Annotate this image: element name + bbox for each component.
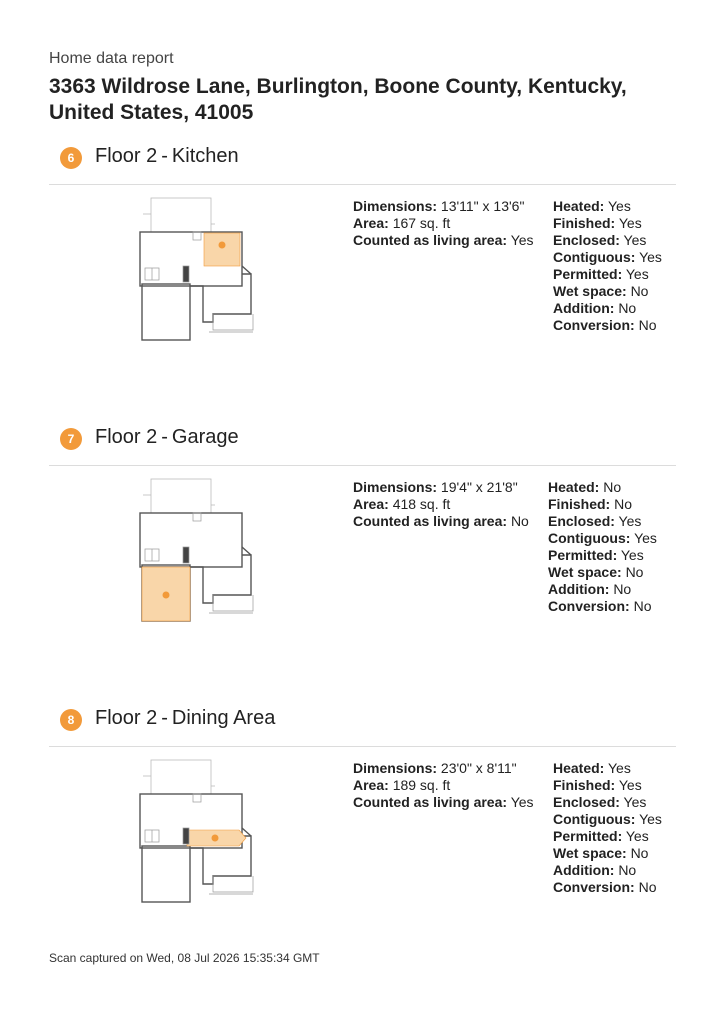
area-value: 418 sq. ft [392, 496, 451, 512]
contiguous-value: Yes [634, 530, 657, 546]
heated-label: Heated: [553, 760, 605, 776]
room-section-garage [49, 425, 676, 695]
addition-value: No [618, 862, 637, 878]
section-title: Floor 2 - Garage [95, 426, 239, 448]
wet-space-value: No [630, 283, 649, 299]
enclosed-row [548, 513, 657, 530]
wet-space-value: No [630, 845, 649, 861]
finished-row [553, 777, 662, 794]
addition-row [548, 581, 657, 598]
page-title: 3363 Wildrose Lane, Burlington, Boone County, Kentucky, United States, 41005 [49, 75, 627, 124]
section-header [49, 706, 676, 747]
room-number-badge: 6 [60, 147, 82, 169]
conversion-value: No [638, 317, 657, 333]
section-title: Floor 2 - Dining Area [95, 707, 276, 729]
addition-label: Addition: [548, 581, 610, 597]
room-name: Dining Area [171, 707, 276, 729]
conversion-value: No [633, 598, 652, 614]
dimensions-label: Dimensions: [353, 198, 438, 214]
floor-plan-thumbnail [133, 475, 263, 635]
area-value: 167 sq. ft [392, 215, 451, 231]
heated-label: Heated: [548, 479, 600, 495]
addition-value: No [618, 300, 637, 316]
wet-space-value: No [625, 564, 644, 580]
contiguous-row [548, 530, 657, 547]
conversion-value: No [638, 879, 657, 895]
room-marker [219, 242, 226, 249]
living-area-row [353, 513, 529, 530]
room-attributes [553, 760, 662, 896]
section-header [49, 425, 676, 466]
heated-label: Heated: [553, 198, 605, 214]
enclosed-label: Enclosed: [553, 794, 620, 810]
room-number-badge: 8 [60, 709, 82, 731]
floor-plan-thumbnail [133, 756, 263, 916]
living-area-row [353, 794, 534, 811]
floor-plan-thumbnail [133, 194, 263, 354]
floor-label: Floor 2 [95, 426, 158, 448]
area-value: 189 sq. ft [392, 777, 451, 793]
contiguous-value: Yes [639, 249, 662, 265]
finished-value: Yes [618, 777, 642, 793]
living-area-value: Yes [510, 232, 534, 248]
room-metrics [353, 198, 534, 249]
finished-label: Finished: [553, 215, 616, 231]
addition-label: Addition: [553, 300, 615, 316]
heated-value: Yes [608, 760, 631, 776]
scan-timestamp: Scan captured on Wed, 08 Jul 2026 15:35:34 GMT [49, 951, 320, 965]
permitted-row [548, 547, 657, 564]
enclosed-label: Enclosed: [548, 513, 615, 529]
room-number-badge: 7 [60, 428, 82, 450]
room-name: Garage [171, 426, 239, 448]
dimensions-label: Dimensions: [353, 479, 438, 495]
conversion-row [548, 598, 657, 615]
contiguous-label: Contiguous: [553, 249, 636, 265]
area-label: Area: [353, 496, 389, 512]
highlighted-room [204, 233, 240, 266]
dimensions-row [353, 479, 529, 496]
finished-label: Finished: [553, 777, 616, 793]
wet-space-label: Wet space: [553, 283, 627, 299]
conversion-label: Conversion: [553, 879, 635, 895]
area-label: Area: [353, 777, 389, 793]
conversion-row [553, 879, 662, 896]
dimensions-row [353, 198, 534, 215]
room-marker [212, 835, 219, 842]
wet-space-row [548, 564, 657, 581]
permitted-row [553, 828, 662, 845]
conversion-label: Conversion: [553, 317, 635, 333]
finished-value: Yes [618, 215, 642, 231]
heated-row [553, 198, 662, 215]
wet-space-label: Wet space: [553, 845, 627, 861]
addition-value: No [613, 581, 632, 597]
contiguous-row [553, 249, 662, 266]
floor-label: Floor 2 [95, 707, 158, 729]
heated-value: No [603, 479, 622, 495]
heated-row [548, 479, 657, 496]
conversion-label: Conversion: [548, 598, 630, 614]
room-section-kitchen [49, 144, 676, 414]
living-area-label: Counted as living area: [353, 232, 508, 248]
section-title: Floor 2 - Kitchen [95, 145, 239, 167]
contiguous-value: Yes [639, 811, 662, 827]
permitted-value: Yes [625, 828, 649, 844]
dimensions-value: 23'0" x 8'11" [440, 760, 517, 776]
floor-label: Floor 2 [95, 145, 158, 167]
permitted-label: Permitted: [553, 828, 623, 844]
room-metrics [353, 479, 529, 530]
enclosed-label: Enclosed: [553, 232, 620, 248]
enclosed-row [553, 794, 662, 811]
dimensions-row [353, 760, 534, 777]
wet-space-row [553, 283, 662, 300]
dimensions-value: 13'11" x 13'6" [440, 198, 525, 214]
enclosed-row [553, 232, 662, 249]
permitted-label: Permitted: [553, 266, 623, 282]
addition-label: Addition: [553, 862, 615, 878]
finished-row [548, 496, 657, 513]
contiguous-label: Contiguous: [553, 811, 636, 827]
heated-value: Yes [608, 198, 631, 214]
permitted-row [553, 266, 662, 283]
enclosed-value: Yes [618, 513, 642, 529]
room-attributes [548, 479, 657, 615]
enclosed-value: Yes [623, 232, 647, 248]
finished-label: Finished: [548, 496, 611, 512]
room-marker [163, 592, 170, 599]
wet-space-label: Wet space: [548, 564, 622, 580]
room-name: Kitchen [171, 145, 239, 167]
room-metrics [353, 760, 534, 811]
room-section-dining-area [49, 706, 676, 976]
wet-space-row [553, 845, 662, 862]
area-row [353, 496, 529, 513]
contiguous-row [553, 811, 662, 828]
conversion-row [553, 317, 662, 334]
living-area-row [353, 232, 534, 249]
report-label: Home data report [49, 50, 174, 67]
living-area-value: Yes [510, 794, 534, 810]
permitted-value: Yes [620, 547, 644, 563]
finished-row [553, 215, 662, 232]
area-label: Area: [353, 215, 389, 231]
living-area-label: Counted as living area: [353, 794, 508, 810]
addition-row [553, 862, 662, 879]
contiguous-label: Contiguous: [548, 530, 631, 546]
permitted-label: Permitted: [548, 547, 618, 563]
area-row [353, 215, 534, 232]
area-row [353, 777, 534, 794]
dimensions-label: Dimensions: [353, 760, 438, 776]
permitted-value: Yes [625, 266, 649, 282]
addition-row [553, 300, 662, 317]
section-header [49, 144, 676, 185]
enclosed-value: Yes [623, 794, 647, 810]
living-area-value: No [510, 513, 529, 529]
finished-value: No [614, 496, 633, 512]
heated-row [553, 760, 662, 777]
room-attributes [553, 198, 662, 334]
dimensions-value: 19'4" x 21'8" [440, 479, 518, 495]
living-area-label: Counted as living area: [353, 513, 508, 529]
